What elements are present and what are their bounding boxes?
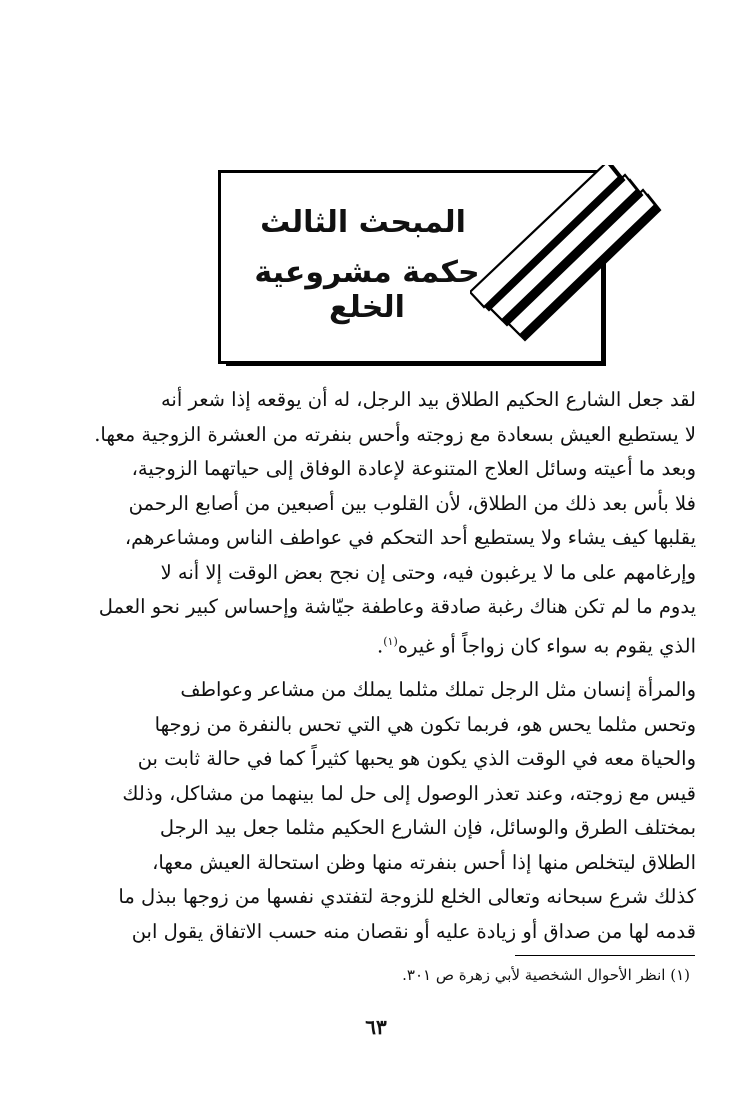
text-line-last (70, 625, 696, 664)
text-line: كذلك شرع سبحانه وتعالى الخلع للزوجة لتفتدي نفسها من زوجها ببذل ما (118, 885, 696, 908)
text-line: يدوم ما لم تكن هناك رغبة صادقة وعاطفة جيّاشة وإحساس كبير نحو العمل (98, 595, 696, 618)
text-line: فلا بأس بعد ذلك من الطلاق، لأن القلوب بين أصبعين من أصابع الرحمن (128, 491, 696, 515)
text-line: قيس مع زوجته، وعند تعذر الوصول إلى حل لما بينهما من مشاكل، وذلك (122, 781, 696, 805)
text-line: يقلبها كيف يشاء ولا يستطيع أحد التحكم في عواطف الناس ومشاعرهم، (124, 526, 696, 549)
text-line: وبعد ما أعيته وسائل العلاج المتنوعة لإعادة الوفاق إلى حياتهما الزوجية، (131, 457, 696, 480)
page-number: ٦٣ (365, 1015, 387, 1039)
text-line: بمختلف الطرق والوسائل، فإن الشارع الحكيم مثلما جعل بيد الرجل (159, 816, 696, 839)
footnote: (١) انظر الأحوال الشخصية لأبي زهرة ص ٣٠١. (402, 966, 690, 984)
text-line: وإرغامهم على ما لا يرغبون فيه، وحتى إن نجح بعض الوقت إلا أنه لا (160, 560, 696, 584)
text-line: قدمه لها من صداق أو زيادة عليه أو نقصان منه حسب الاتفاق يقول ابن (131, 919, 696, 943)
text-line: الذي يقوم به سواء كان زواجاً أو غيره (397, 634, 696, 657)
text-line: وتحس مثلما يحس هو، فربما تكون هي التي تحس بالنفرة من زوجها (154, 712, 696, 736)
paragraph-2 (70, 673, 696, 949)
section-subtitle: حكمة مشروعية الخلع (254, 255, 480, 325)
footnote-reference[interactable]: (١) (383, 634, 398, 648)
text-line: والمرأة إنسان مثل الرجل تملك مثلما يملك من مشاعر وعواطف (180, 678, 696, 701)
text-line: لقد جعل الشارع الحكيم الطلاق بيد الرجل، له أن يوقعه إذا شعر أنه (160, 388, 696, 411)
paragraph-1 (70, 383, 696, 664)
footnote-separator (515, 955, 695, 956)
text-line: لا يستطيع العيش بسعادة مع زوجته وأحس بنفرته من العشرة الزوجية معها. (94, 422, 696, 446)
section-title: المبحث الثالث (260, 205, 466, 240)
sentence-end: . (377, 634, 384, 657)
text-line: والحياة معه في الوقت الذي يكون هو يحبها كثيراً كما في حالة ثابت بن (137, 747, 696, 770)
text-line: الطلاق ليتخلص منها إذا أحس بنفرته منها وظن استحالة العيش معها، (152, 850, 696, 874)
